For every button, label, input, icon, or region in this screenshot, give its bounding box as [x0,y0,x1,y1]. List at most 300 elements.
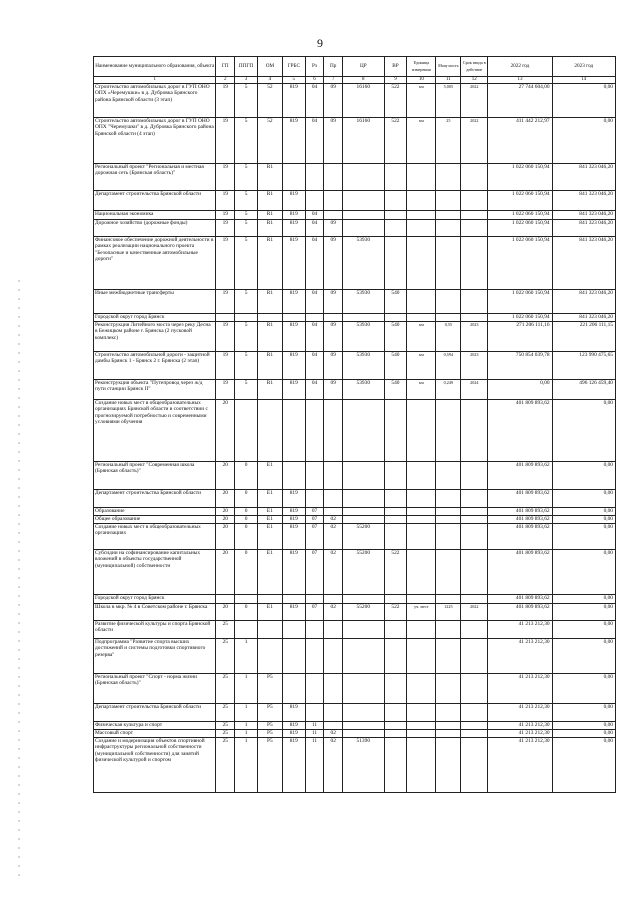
pr-cell: 09 [324,380,343,400]
vr-cell [384,508,407,516]
column-number: 4 [257,77,282,84]
vr-cell: 522 [384,604,407,621]
grbs-cell [282,462,305,490]
amount-2023-cell: 0,00 [552,490,615,508]
capacity-cell [436,237,461,290]
unit-cell [407,462,436,490]
ppgp-cell: 1 [235,674,258,704]
amount-2023-cell: 0,00 [552,722,615,730]
ppgp-cell [235,595,258,604]
vr-cell [384,722,407,730]
pr-cell: 02 [324,738,343,793]
ppgp-cell: 5 [235,118,258,164]
amount-2022-cell: 41 213 212,30 [488,730,552,738]
om-cell: R1 [257,164,282,191]
ppgp-cell [235,400,258,462]
om-cell: R1 [257,220,282,237]
amount-2023-cell: 123 990 475,65 [552,352,615,380]
commission-year-cell [461,704,488,722]
ppgp-cell: 1 [235,704,258,722]
gp-cell: 20 [216,462,235,490]
vr-cell [384,462,407,490]
column-number: 8 [343,77,385,84]
gp-cell: 19 [216,211,235,220]
cr-cell: 55200 [343,524,385,550]
col-header: Пр [324,57,343,77]
amount-2022-cell: 401 809 893,62 [488,462,552,490]
table-row [94,639,616,674]
rz-cell: 04 [305,84,324,118]
amount-2022-cell: 41 213 212,30 [488,704,552,722]
unit-cell [407,191,436,211]
gp-cell: 19 [216,118,235,164]
object-name-cell: Строительство автомобильной дороги - защитной дамбы Брянск 1 - Брянск 2 г. Брянска (2 этап) [94,352,216,380]
cr-cell [343,462,385,490]
object-name-cell: Департамент строительства Брянской области [94,490,216,508]
unit-cell: км [407,322,436,352]
vr-cell [384,314,407,322]
table-row [94,314,616,322]
rz-cell: 04 [305,380,324,400]
commission-year-cell [461,191,488,211]
amount-2023-cell: 0,00 [552,550,615,595]
rz-cell: 04 [305,322,324,352]
amount-2023-cell: 841 323 046,20 [552,290,615,314]
cr-cell: 51390 [343,738,385,793]
gp-cell: 19 [216,380,235,400]
cr-cell: 53930 [343,290,385,314]
om-cell: P5 [257,730,282,738]
cr-cell [343,730,385,738]
amount-2023-cell: 841 323 046,20 [552,164,615,191]
capacity-cell [436,191,461,211]
commission-year-cell [461,400,488,462]
capacity-cell [436,524,461,550]
om-cell: E1 [257,508,282,516]
object-name-cell: Региональный проект "Региональная и местная дорожная сеть (Брянская область)" [94,164,216,191]
amount-2022-cell: 1 022 060 150,94 [488,191,552,211]
amount-2022-cell: 411 442 212,97 [488,118,552,164]
gp-cell: 20 [216,604,235,621]
header-row [94,57,616,77]
ppgp-cell: 0 [235,508,258,516]
commission-year-cell [461,639,488,674]
ppgp-cell: 0 [235,604,258,621]
om-cell: R1 [257,290,282,314]
vr-cell [384,400,407,462]
amount-2022-cell: 41 213 212,30 [488,738,552,793]
cr-cell [343,490,385,508]
capacity-cell: 0,55 [436,322,461,352]
ppgp-cell: 5 [235,211,258,220]
amount-2023-cell: 841 323 046,20 [552,211,615,220]
rz-cell: 04 [305,237,324,290]
grbs-cell: 819 [282,490,305,508]
grbs-cell [282,164,305,191]
object-name-cell: Подпрограмма "Развитие спорта высших достижений и системы подготовки спортивного резерва" [94,639,216,674]
table-row [94,220,616,237]
amount-2022-cell: 0,00 [488,380,552,400]
capacity-cell: 1225 [436,604,461,621]
amount-2023-cell: 0,00 [552,730,615,738]
om-cell: P5 [257,738,282,793]
pr-cell: 09 [324,352,343,380]
amount-2022-cell: 401 809 893,62 [488,595,552,604]
commission-year-cell [461,722,488,730]
amount-2022-cell: 41 213 212,30 [488,674,552,704]
column-number: 5 [282,77,305,84]
vr-cell [384,516,407,524]
object-name-cell: Реконструкция Литейного моста через реку Десна в Бежицком районе г. Брянска (2 пусковой комплекс) [94,322,216,352]
ppgp-cell: 0 [235,516,258,524]
commission-year-cell [461,490,488,508]
col-header: 2022 год [488,57,552,77]
grbs-cell: 819 [282,704,305,722]
col-header: ГРБС [282,57,305,77]
amount-2023-cell: 0,00 [552,604,615,621]
amount-2023-cell: 0,00 [552,704,615,722]
object-name-cell: Строительство автомобильных дорог в ГУП ОНО ОПХ "Черемушки" в д. Дубровка Брянского района Брянской области (4 этап) [94,118,216,164]
cr-cell: 16160 [343,84,385,118]
om-cell: R1 [257,211,282,220]
commission-year-cell [461,595,488,604]
table-row [94,508,616,516]
commission-year-cell [461,508,488,516]
grbs-cell: 819 [282,380,305,400]
gp-cell: 19 [216,84,235,118]
amount-2022-cell: 1 022 060 150,94 [488,220,552,237]
pr-cell [324,400,343,462]
capacity-cell [436,164,461,191]
rz-cell: 07 [305,524,324,550]
vr-cell [384,164,407,191]
pr-cell [324,490,343,508]
cr-cell: 53930 [343,352,385,380]
gp-cell: 19 [216,191,235,211]
amount-2023-cell: 841 323 046,20 [552,314,615,322]
gp-cell [216,595,235,604]
object-name-cell: Создание новых мест в общеобразовательных организациях Брянской области в соответствии с прогнозируемой потребностью и современными условиями обучения [94,400,216,462]
cr-cell [343,595,385,604]
col-header: 2023 год [552,57,615,77]
column-number: 3 [235,77,258,84]
commission-year-cell [461,164,488,191]
capacity-cell [436,738,461,793]
object-name-cell: Школа в мкр. № 4 в Советском районе г. Брянска [94,604,216,621]
ppgp-cell: 1 [235,722,258,730]
capacity-cell: 0,594 [436,352,461,380]
col-header: ГП [216,57,235,77]
capacity-cell: 0,249 [436,380,461,400]
om-cell [257,595,282,604]
pr-cell [324,674,343,704]
object-name-cell: Общее образование [94,516,216,524]
om-cell: E1 [257,462,282,490]
cr-cell [343,314,385,322]
om-cell: E1 [257,524,282,550]
pr-cell [324,462,343,490]
unit-cell [407,639,436,674]
table-row [94,191,616,211]
capacity-cell [436,400,461,462]
commission-year-cell: 2022 [461,604,488,621]
column-number: 9 [384,77,407,84]
vr-cell [384,237,407,290]
rz-cell [305,674,324,704]
vr-cell: 540 [384,352,407,380]
rz-cell [305,704,324,722]
amount-2022-cell: 401 809 893,62 [488,400,552,462]
page-number: 9 [317,36,323,50]
object-name-cell: Реконструкция объекта "Путепровод через ж/д пути станции Брянск II" [94,380,216,400]
table-row [94,595,616,604]
capacity-cell [436,314,461,322]
amount-2022-cell: 41 213 212,30 [488,639,552,674]
vr-cell [384,674,407,704]
amount-2023-cell: 221 206 111,15 [552,322,615,352]
commission-year-cell [461,524,488,550]
grbs-cell [282,674,305,704]
table-row [94,400,616,462]
table-row [94,322,616,352]
gp-cell: 19 [216,237,235,290]
pr-cell [324,314,343,322]
grbs-cell [282,400,305,462]
object-name-cell: Массовый спорт [94,730,216,738]
ppgp-cell: 5 [235,84,258,118]
capacity-cell [436,490,461,508]
unit-cell [407,516,436,524]
gp-cell: 20 [216,524,235,550]
grbs-cell: 819 [282,730,305,738]
ppgp-cell: 5 [235,237,258,290]
table-row [94,550,616,595]
col-header: Срок ввода в действие [461,57,488,77]
rz-cell: 04 [305,118,324,164]
column-number: 13 [488,77,552,84]
vr-cell [384,595,407,604]
capacity-cell [436,550,461,595]
rz-cell: 11 [305,722,324,730]
pr-cell [324,595,343,604]
object-name-cell: Создание и модернизация объектов спортивной инфраструктуры региональной собственности (муниципальной собственности) для занятий физической культурой и спортом [94,738,216,793]
unit-cell [407,490,436,508]
table-row [94,380,616,400]
unit-cell [407,400,436,462]
column-number: 2 [216,77,235,84]
amount-2022-cell: 27 744 604,00 [488,84,552,118]
unit-cell [407,621,436,639]
vr-cell [384,621,407,639]
object-name-cell: Иные межбюджетные трансферты [94,290,216,314]
amount-2023-cell: 0,00 [552,118,615,164]
cr-cell [343,220,385,237]
table-row [94,704,616,722]
unit-cell [407,595,436,604]
ppgp-cell [235,314,258,322]
amount-2022-cell: 271 206 111,16 [488,322,552,352]
table-body [94,84,616,793]
gp-cell: 25 [216,730,235,738]
amount-2023-cell: 0,00 [552,639,615,674]
commission-year-cell [461,237,488,290]
vr-cell: 540 [384,380,407,400]
object-name-cell: Городской округ город Брянск [94,314,216,322]
pr-cell: 02 [324,604,343,621]
col-header: ОМ [257,57,282,77]
rz-cell [305,164,324,191]
grbs-cell: 819 [282,211,305,220]
budget-table [93,56,616,793]
gp-cell [216,314,235,322]
table-row [94,516,616,524]
grbs-cell: 819 [282,516,305,524]
amount-2023-cell: 0,00 [552,738,615,793]
vr-cell: 522 [384,118,407,164]
gp-cell: 25 [216,621,235,639]
rz-cell: 07 [305,508,324,516]
unit-cell [407,722,436,730]
pr-cell [324,722,343,730]
rz-cell: 07 [305,516,324,524]
om-cell: P5 [257,722,282,730]
ppgp-cell: 1 [235,738,258,793]
object-name-cell: Городской округ город Брянск [94,595,216,604]
gp-cell: 20 [216,400,235,462]
object-name-cell: Строительство автомобильных дорог в ГУП ОНО ОПХ «Черемушки» в д. Дубровка Брянского района Брянской области (3 этап) [94,84,216,118]
rz-cell [305,191,324,211]
col-header: Рз [305,57,324,77]
gp-cell: 25 [216,738,235,793]
table-row [94,730,616,738]
pr-cell [324,639,343,674]
vr-cell: 522 [384,550,407,595]
pr-cell [324,211,343,220]
commission-year-cell: 2023 [461,322,488,352]
vr-cell [384,191,407,211]
pr-cell: 09 [324,220,343,237]
object-name-cell: Физическая культура и спорт [94,722,216,730]
ppgp-cell: 0 [235,462,258,490]
object-name-cell: Создание новых мест в общеобразовательных организациях [94,524,216,550]
amount-2023-cell: 0,00 [552,595,615,604]
ppgp-cell: 5 [235,191,258,211]
unit-cell: км [407,352,436,380]
rz-cell: 04 [305,352,324,380]
rz-cell [305,462,324,490]
grbs-cell: 819 [282,524,305,550]
table-row [94,674,616,704]
grbs-cell: 819 [282,352,305,380]
vr-cell [384,211,407,220]
capacity-cell [436,462,461,490]
gp-cell: 20 [216,490,235,508]
table-row [94,722,616,730]
amount-2023-cell: 841 323 046,20 [552,220,615,237]
unit-cell [407,290,436,314]
ppgp-cell: 5 [235,290,258,314]
amount-2023-cell: 0,00 [552,508,615,516]
vr-cell [384,490,407,508]
unit-cell: км [407,84,436,118]
commission-year-cell [461,738,488,793]
commission-year-cell [461,730,488,738]
grbs-cell: 819 [282,290,305,314]
unit-cell: км [407,380,436,400]
amount-2023-cell: 0,00 [552,84,615,118]
pr-cell [324,191,343,211]
amount-2023-cell: 841 323 046,20 [552,191,615,211]
unit-cell: уч. мест [407,604,436,621]
amount-2022-cell: 1 022 060 150,94 [488,237,552,290]
commission-year-cell [461,211,488,220]
grbs-cell [282,639,305,674]
rz-cell [305,639,324,674]
table-row [94,738,616,793]
table-row [94,490,616,508]
om-cell: R1 [257,191,282,211]
pr-cell: 02 [324,730,343,738]
capacity-cell: 5,005 [436,84,461,118]
commission-year-cell [461,314,488,322]
unit-cell [407,211,436,220]
capacity-cell [436,722,461,730]
column-number: 14 [552,77,615,84]
unit-cell [407,730,436,738]
column-number: 10 [407,77,436,84]
grbs-cell [282,314,305,322]
amount-2022-cell: 401 809 893,62 [488,516,552,524]
cr-cell [343,191,385,211]
om-cell [257,314,282,322]
table-row [94,84,616,118]
commission-year-cell [461,290,488,314]
rz-cell: 11 [305,738,324,793]
unit-cell [407,237,436,290]
gp-cell: 19 [216,322,235,352]
commission-year-cell [461,462,488,490]
om-cell: E1 [257,604,282,621]
capacity-cell [436,220,461,237]
table-row [94,621,616,639]
col-header: ВР [384,57,407,77]
vr-cell: 522 [384,84,407,118]
capacity-cell [436,704,461,722]
vr-cell [384,639,407,674]
gp-cell: 25 [216,722,235,730]
om-cell: E1 [257,490,282,508]
grbs-cell [282,621,305,639]
ppgp-cell: 5 [235,322,258,352]
capacity-cell: 25 [436,118,461,164]
cr-cell [343,211,385,220]
col-header: ЦР [343,57,385,77]
gp-cell: 19 [216,220,235,237]
gp-cell: 20 [216,508,235,516]
amount-2022-cell: 1 022 060 150,94 [488,164,552,191]
amount-2022-cell: 41 213 212,30 [488,722,552,730]
capacity-cell [436,516,461,524]
col-header: Мощ-ность [436,57,461,77]
capacity-cell [436,595,461,604]
om-cell: R1 [257,352,282,380]
column-number: 7 [324,77,343,84]
gp-cell: 19 [216,290,235,314]
gp-cell: 25 [216,704,235,722]
amount-2022-cell: 401 809 893,62 [488,490,552,508]
pr-cell: 09 [324,237,343,290]
cr-cell [343,400,385,462]
